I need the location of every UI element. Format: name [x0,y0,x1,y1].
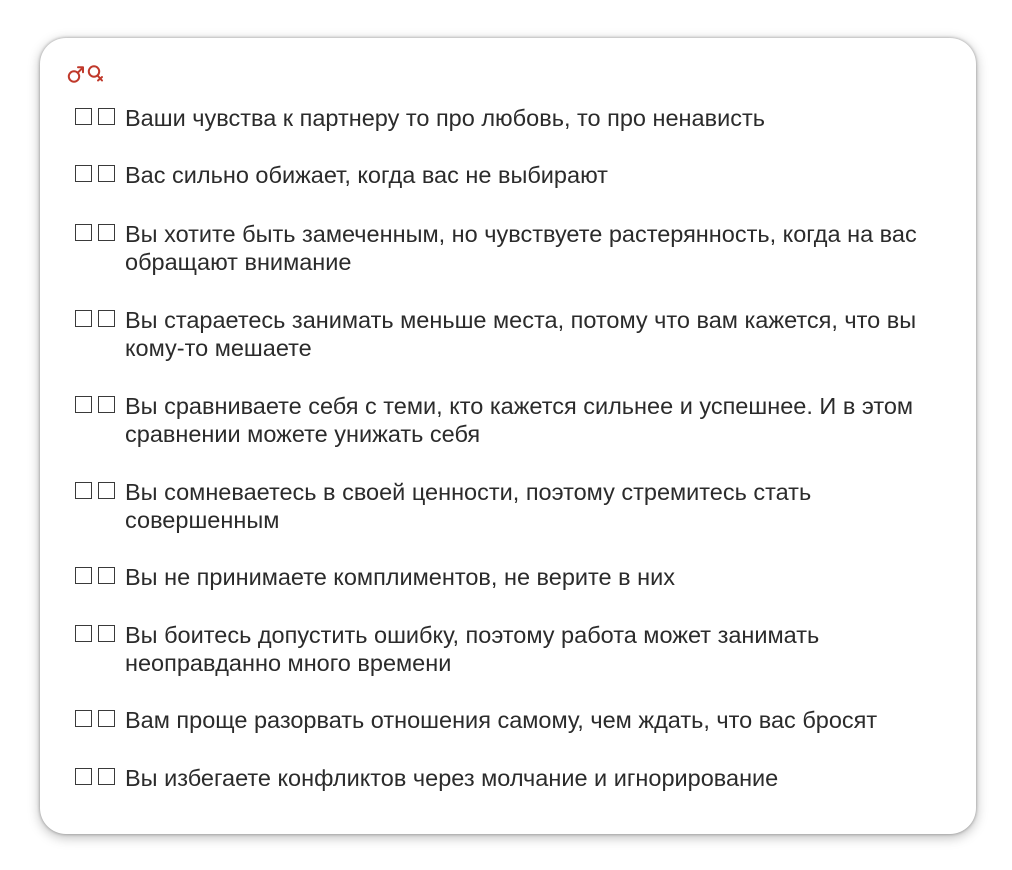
item-text: Вы стараетесь занимать меньше места, потому что вам кажется, что вы кому-то мешаете [125,307,917,361]
checkbox-female[interactable] [98,567,115,584]
checkbox-pair [75,396,115,413]
list-item [73,478,963,534]
checkbox-pair [75,310,115,327]
checkbox-pair [75,768,115,785]
item-text: Вы не принимаете комплиментов, не верите в них [125,564,675,590]
checkbox-female[interactable] [98,108,115,125]
item-text: Вы сравниваете себя с теми, кто кажется сильнее и успешнее. И в этом сравнении можете унижать себя [125,393,914,447]
list-item [73,306,963,362]
checkbox-female[interactable] [98,482,115,499]
checkbox-female[interactable] [98,165,115,182]
checkbox-male[interactable] [75,396,92,413]
item-text: Ваши чувства к партнеру то про любовь, то про ненависть [125,105,765,131]
checkbox-male[interactable] [75,165,92,182]
list-item [73,706,963,734]
list-item [73,161,963,189]
checkbox-female[interactable] [98,396,115,413]
male-symbol-icon [67,64,85,84]
item-text: Вы боитесь допустить ошибку, поэтому работа может занимать неоправданно много времени [125,622,820,676]
checkbox-female[interactable] [98,224,115,241]
checkbox-male[interactable] [75,625,92,642]
checkbox-male[interactable] [75,710,92,727]
checkbox-female[interactable] [98,710,115,727]
female-symbol-icon [86,64,104,84]
list-item [73,764,963,792]
list-item [73,563,963,591]
checkbox-male[interactable] [75,768,92,785]
checkbox-male[interactable] [75,108,92,125]
checkbox-male[interactable] [75,310,92,327]
checkbox-pair [75,165,115,182]
checkbox-pair [75,482,115,499]
list-item [73,621,963,677]
checkbox-pair [75,567,115,584]
item-text: Вы хотите быть замеченным, но чувствуете растерянность, когда на вас обращают внимание [125,221,917,275]
checkbox-female[interactable] [98,768,115,785]
list-item [73,392,963,448]
checkbox-female[interactable] [98,310,115,327]
item-text: Вас сильно обижает, когда вас не выбирают [125,162,608,188]
checkbox-male[interactable] [75,482,92,499]
checkbox-male[interactable] [75,224,92,241]
checkbox-pair [75,710,115,727]
checkbox-pair [75,108,115,125]
gender-icons [67,62,104,86]
checklist-card [40,38,976,834]
item-text: Вы избегаете конфликтов через молчание и игнорирование [125,765,779,791]
item-text: Вам проще разорвать отношения самому, чем ждать, что вас бросят [125,707,878,733]
checkbox-pair [75,224,115,241]
item-text: Вы сомневаетесь в своей ценности, поэтому стремитесь стать совершенным [125,479,812,533]
checkbox-pair [75,625,115,642]
list-item [73,104,963,132]
checkbox-male[interactable] [75,567,92,584]
list-item [73,220,963,276]
checkbox-female[interactable] [98,625,115,642]
